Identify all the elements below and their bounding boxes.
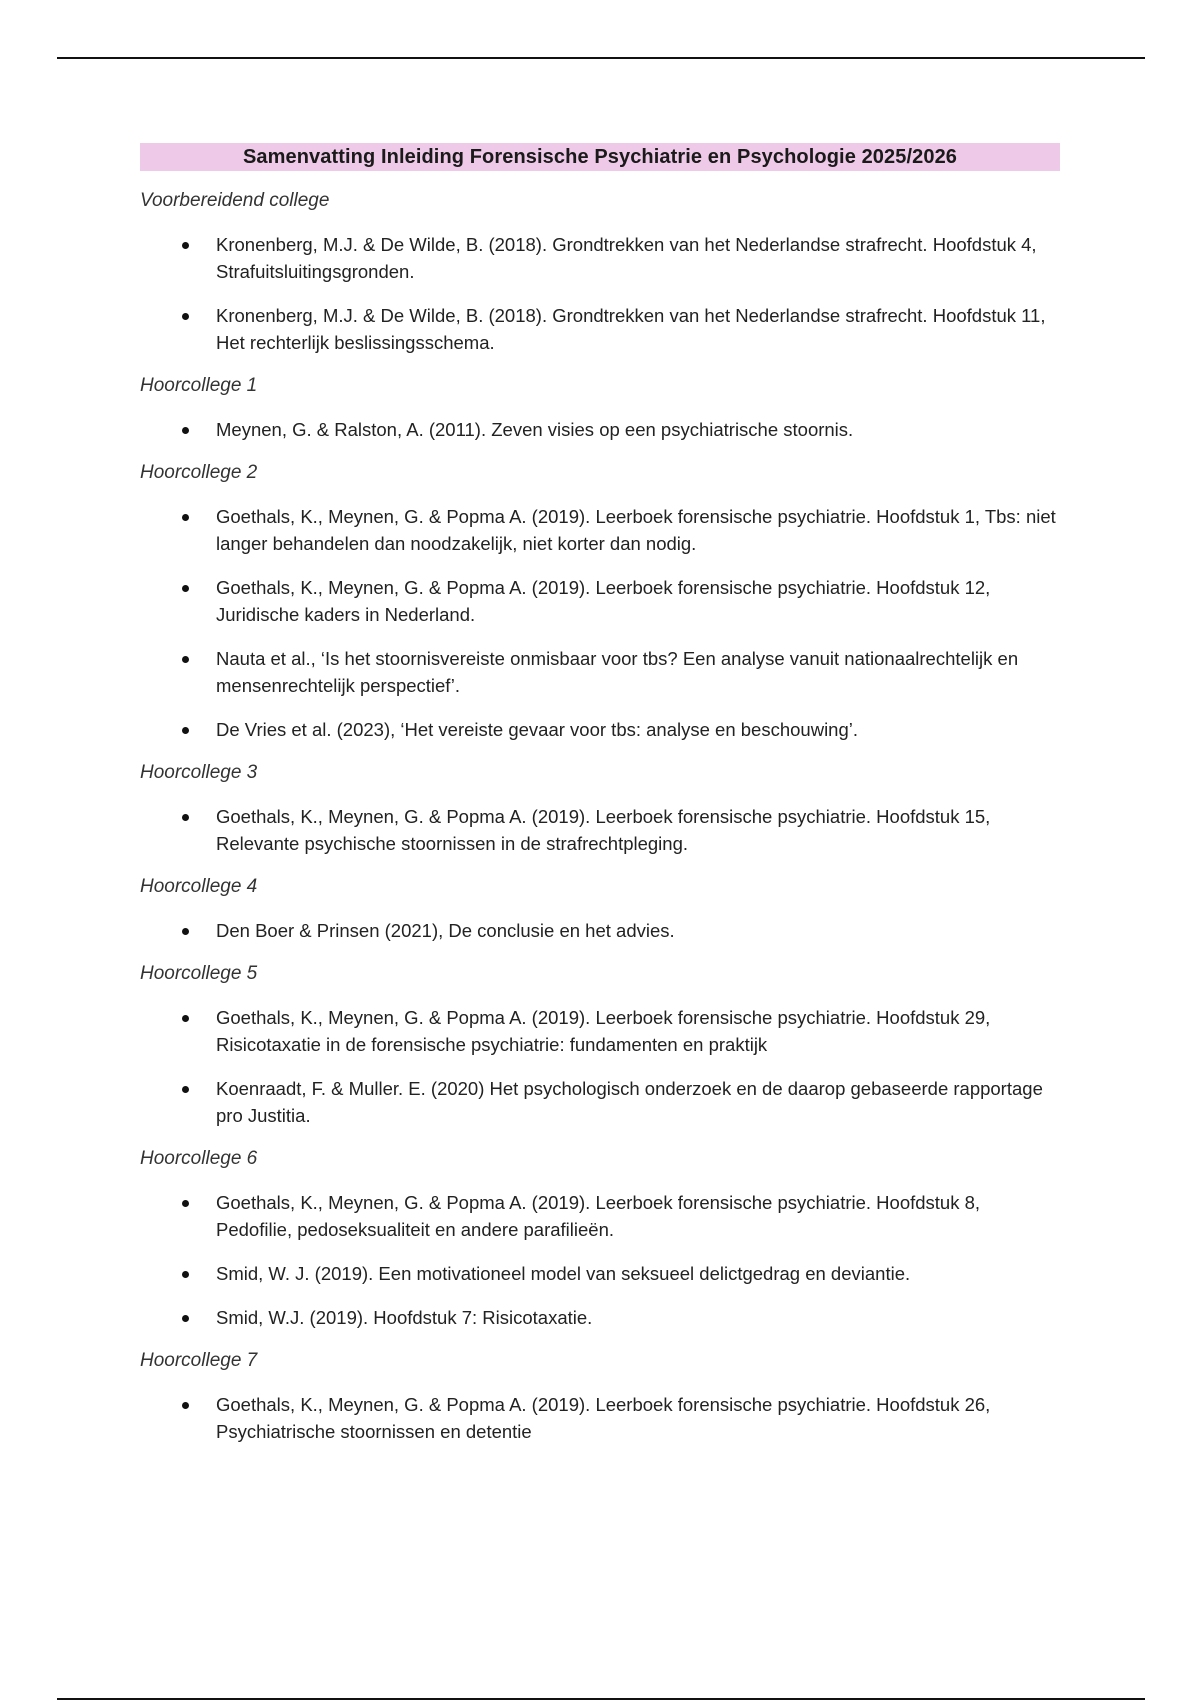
reference-list (140, 503, 1060, 743)
top-rule (57, 57, 1145, 59)
section-heading: Hoorcollege 3 (140, 762, 258, 783)
reference-list (140, 1189, 1060, 1331)
reference-item: Koenraadt, F. & Muller. E. (2020) Het psychologisch onderzoek en de daarop gebaseerde rapportage pro Justitia. (140, 1075, 1060, 1129)
reference-item: Kronenberg, M.J. & De Wilde, B. (2018). Grondtrekken van het Nederlandse strafrecht. Hoofdstuk 4, Strafuitsluitingsgronden. (140, 231, 1060, 285)
reference-list (140, 803, 1060, 857)
reference-item: De Vries et al. (2023), ‘Het vereiste gevaar voor tbs: analyse en beschouwing’. (140, 716, 1060, 743)
section-hoorcollege-2 (140, 443, 1060, 743)
reference-item: Den Boer & Prinsen (2021), De conclusie en het advies. (140, 917, 1060, 944)
reference-item: Nauta et al., ‘Is het stoornisvereiste onmisbaar voor tbs? Een analyse vanuit nationaalrechtelijk en mensenrechtelijk perspectief’. (140, 645, 1060, 699)
document-body (140, 143, 1060, 1445)
section-heading: Hoorcollege 6 (140, 1148, 258, 1169)
section-heading: Hoorcollege 2 (140, 462, 258, 483)
section-hoorcollege-7 (140, 1331, 1060, 1445)
section-heading: Hoorcollege 5 (140, 963, 258, 984)
reference-item: Goethals, K., Meynen, G. & Popma A. (2019). Leerboek forensische psychiatrie. Hoofdstuk 8, Pedofilie, pedoseksualiteit en andere parafilieën. (140, 1189, 1060, 1243)
reference-list (140, 917, 1060, 944)
reference-list (140, 416, 1060, 443)
section-heading: Hoorcollege 4 (140, 876, 258, 897)
section-voorbereidend-college (140, 171, 1060, 356)
reference-list (140, 231, 1060, 356)
section-heading: Hoorcollege 1 (140, 375, 258, 396)
reference-item: Smid, W.J. (2019). Hoofdstuk 7: Risicotaxatie. (140, 1304, 1060, 1331)
reference-list (140, 1004, 1060, 1129)
reference-item: Kronenberg, M.J. & De Wilde, B. (2018). Grondtrekken van het Nederlandse strafrecht. Hoofdstuk 11, Het rechterlijk beslissingsschema. (140, 302, 1060, 356)
section-hoorcollege-5 (140, 944, 1060, 1129)
section-hoorcollege-6 (140, 1129, 1060, 1331)
reference-item: Meynen, G. & Ralston, A. (2011). Zeven visies op een psychiatrische stoornis. (140, 416, 1060, 443)
reference-item: Goethals, K., Meynen, G. & Popma A. (2019). Leerboek forensische psychiatrie. Hoofdstuk 1, Tbs: niet langer behandelen dan noodzakelijk, niet korter dan nodig. (140, 503, 1060, 557)
section-hoorcollege-1 (140, 356, 1060, 443)
reference-list (140, 1391, 1060, 1445)
section-heading: Voorbereidend college (140, 190, 330, 211)
section-hoorcollege-4 (140, 857, 1060, 944)
reference-item: Smid, W. J. (2019). Een motivationeel model van seksueel delictgedrag en deviantie. (140, 1260, 1060, 1287)
reference-item: Goethals, K., Meynen, G. & Popma A. (2019). Leerboek forensische psychiatrie. Hoofdstuk 12, Juridische kaders in Nederland. (140, 574, 1060, 628)
reference-item: Goethals, K., Meynen, G. & Popma A. (2019). Leerboek forensische psychiatrie. Hoofdstuk 29, Risicotaxatie in de forensische psychiatrie: fundamenten en praktijk (140, 1004, 1060, 1058)
reference-item: Goethals, K., Meynen, G. & Popma A. (2019). Leerboek forensische psychiatrie. Hoofdstuk 15, Relevante psychische stoornissen in de strafrechtpleging. (140, 803, 1060, 857)
section-heading: Hoorcollege 7 (140, 1350, 258, 1371)
section-hoorcollege-3 (140, 743, 1060, 857)
document-title: Samenvatting Inleiding Forensische Psychiatrie en Psychologie 2025/2026 (140, 143, 1060, 171)
reference-item: Goethals, K., Meynen, G. & Popma A. (2019). Leerboek forensische psychiatrie. Hoofdstuk 26, Psychiatrische stoornissen en detentie (140, 1391, 1060, 1445)
